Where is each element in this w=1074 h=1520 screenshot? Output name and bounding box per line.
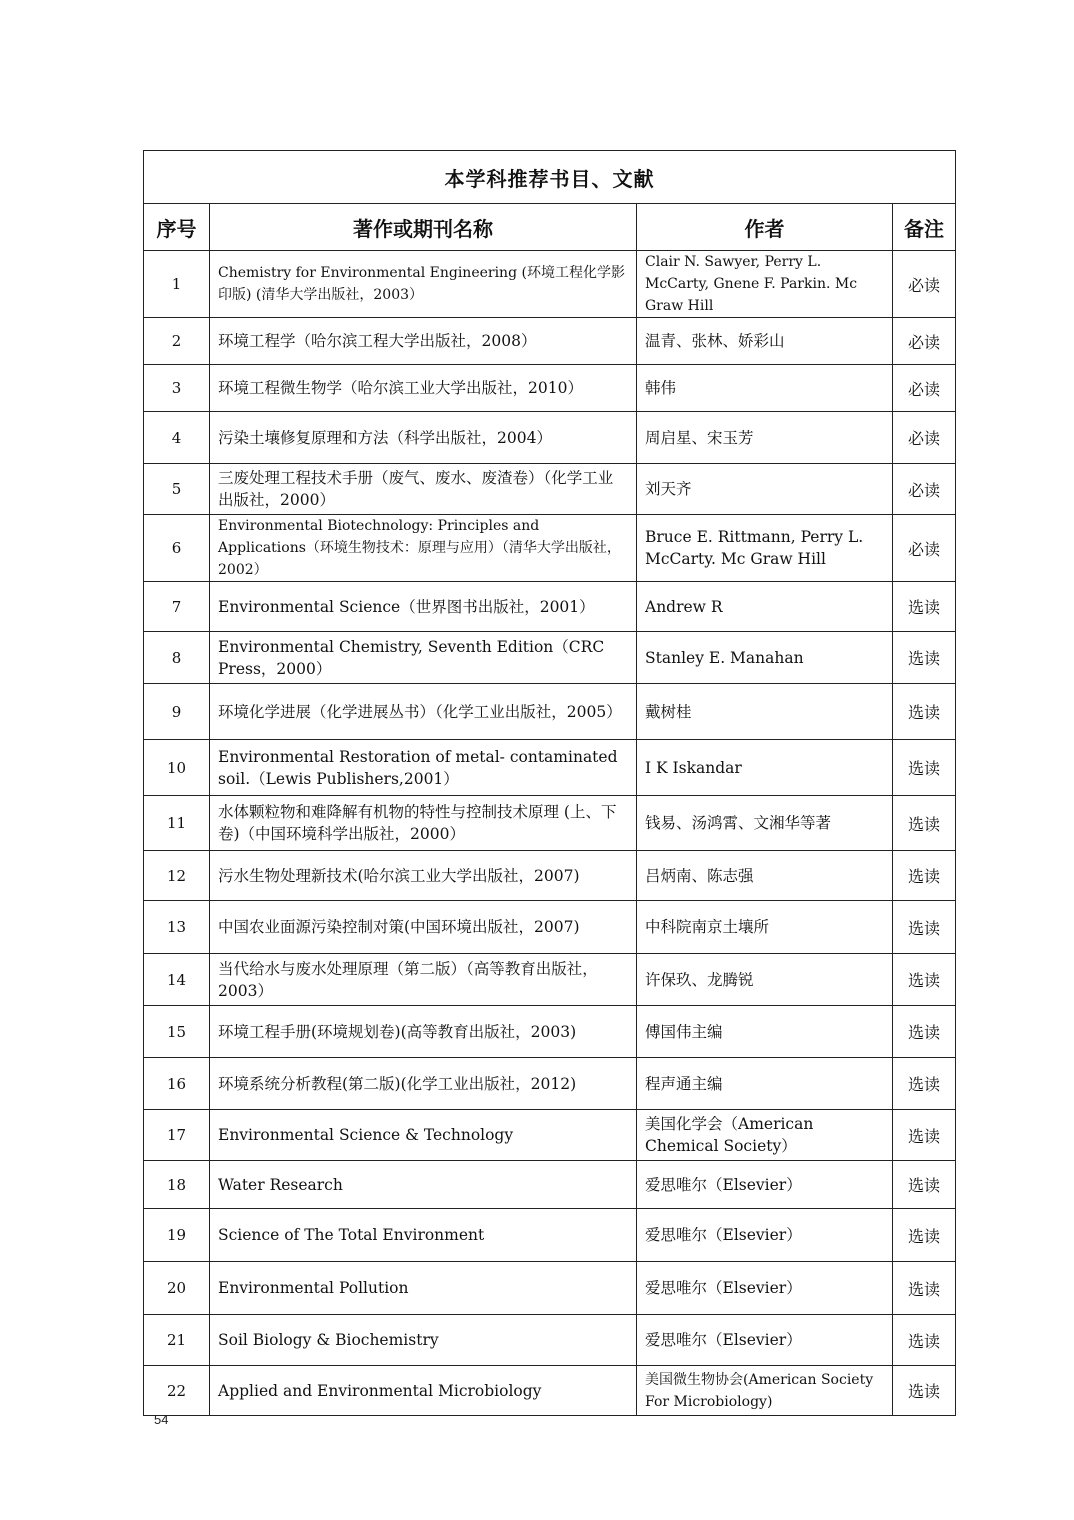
row-title: Soil Biology & Biochemistry: [210, 1315, 637, 1366]
row-title: 污染土壤修复原理和方法（科学出版社，2004）: [210, 412, 637, 464]
row-no: 22: [144, 1366, 210, 1416]
table-header-row: [144, 204, 956, 251]
row-no: 19: [144, 1209, 210, 1262]
row-author: 中科院南京土壤所: [637, 901, 893, 954]
row-note: 选读: [893, 954, 956, 1006]
row-note: 选读: [893, 1161, 956, 1209]
row-note: 必读: [893, 464, 956, 515]
table-row: [144, 1366, 956, 1416]
row-title: 中国农业面源污染控制对策(中国环境出版社，2007): [210, 901, 637, 954]
row-author: 傅国伟主编: [637, 1006, 893, 1058]
row-author: 刘天齐: [637, 464, 893, 515]
row-title: 当代给水与废水处理原理（第二版）（高等教育出版社，2003）: [210, 954, 637, 1006]
row-title: 环境工程微生物学（哈尔滨工业大学出版社，2010）: [210, 365, 637, 412]
row-note: 选读: [893, 740, 956, 796]
table-row: [144, 1315, 956, 1366]
row-author: Stanley E. Manahan: [637, 632, 893, 684]
row-note: 选读: [893, 582, 956, 632]
table-row: [144, 796, 956, 851]
row-author: 周启星、宋玉芳: [637, 412, 893, 464]
row-title: Environmental Science & Technology: [210, 1110, 637, 1161]
row-note: 选读: [893, 1006, 956, 1058]
table-row: [144, 251, 956, 318]
header-no: 序号: [144, 204, 210, 251]
row-author: 钱易、汤鸿霄、文湘华等著: [637, 796, 893, 851]
row-note: 选读: [893, 1315, 956, 1366]
row-no: 8: [144, 632, 210, 684]
row-note: 选读: [893, 851, 956, 901]
table-row: [144, 515, 956, 582]
row-title: 环境工程学（哈尔滨工程大学出版社，2008）: [210, 318, 637, 365]
table-row: [144, 1161, 956, 1209]
table-row: [144, 412, 956, 464]
row-title: Science of The Total Environment: [210, 1209, 637, 1262]
row-author: 爱思唯尔（Elsevier）: [637, 1262, 893, 1315]
row-author: Andrew R: [637, 582, 893, 632]
row-author: 美国微生物协会(American Society For Microbiology): [637, 1366, 893, 1416]
row-author: 爱思唯尔（Elsevier）: [637, 1315, 893, 1366]
table-row: [144, 365, 956, 412]
row-author: 吕炳南、陈志强: [637, 851, 893, 901]
row-title: 环境系统分析教程(第二版)(化学工业出版社，2012): [210, 1058, 637, 1110]
row-no: 13: [144, 901, 210, 954]
row-note: 选读: [893, 1058, 956, 1110]
header-note: 备注: [893, 204, 956, 251]
row-title: Applied and Environmental Microbiology: [210, 1366, 637, 1416]
row-note: 必读: [893, 251, 956, 318]
header-title: 著作或期刊名称: [210, 204, 637, 251]
table-row: [144, 464, 956, 515]
row-no: 9: [144, 684, 210, 740]
row-title: Environmental Science（世界图书出版社，2001）: [210, 582, 637, 632]
row-note: 必读: [893, 515, 956, 582]
row-note: 选读: [893, 684, 956, 740]
row-no: 18: [144, 1161, 210, 1209]
row-title: Environmental Chemistry, Seventh Edition（CRC Press，2000）: [210, 632, 637, 684]
row-no: 12: [144, 851, 210, 901]
row-title: Water Research: [210, 1161, 637, 1209]
row-note: 选读: [893, 1366, 956, 1416]
row-note: 必读: [893, 412, 956, 464]
row-no: 5: [144, 464, 210, 515]
table-row: [144, 1058, 956, 1110]
header-author: 作者: [637, 204, 893, 251]
row-title: 污水生物处理新技术(哈尔滨工业大学出版社，2007): [210, 851, 637, 901]
table-row: [144, 1209, 956, 1262]
row-author: 许保玖、龙腾锐: [637, 954, 893, 1006]
row-title: Environmental Pollution: [210, 1262, 637, 1315]
table-row: [144, 1006, 956, 1058]
table-title: 本学科推荐书目、文献: [144, 151, 956, 204]
table-row: [144, 901, 956, 954]
row-note: 选读: [893, 1209, 956, 1262]
table-row: [144, 851, 956, 901]
table-row: [144, 1262, 956, 1315]
row-title: 环境工程手册(环境规划卷)(高等教育出版社，2003): [210, 1006, 637, 1058]
row-no: 16: [144, 1058, 210, 1110]
row-note: 必读: [893, 318, 956, 365]
row-author: 戴树桂: [637, 684, 893, 740]
row-no: 1: [144, 251, 210, 318]
row-no: 3: [144, 365, 210, 412]
table-row: [144, 1110, 956, 1161]
row-author: 美国化学会（American Chemical Society）: [637, 1110, 893, 1161]
row-no: 6: [144, 515, 210, 582]
row-no: 4: [144, 412, 210, 464]
row-author: Bruce E. Rittmann, Perry L. McCarty. Mc Graw Hill: [637, 515, 893, 582]
recommended-books-table: [143, 150, 956, 1416]
row-no: 17: [144, 1110, 210, 1161]
row-no: 7: [144, 582, 210, 632]
row-no: 11: [144, 796, 210, 851]
row-author: 爱思唯尔（Elsevier）: [637, 1161, 893, 1209]
row-no: 10: [144, 740, 210, 796]
table-row: [144, 318, 956, 365]
table-row: [144, 954, 956, 1006]
row-note: 必读: [893, 365, 956, 412]
row-no: 2: [144, 318, 210, 365]
table-row: [144, 740, 956, 796]
row-title: Environmental Restoration of metal- contaminated soil.（Lewis Publishers,2001）: [210, 740, 637, 796]
row-no: 15: [144, 1006, 210, 1058]
row-note: 选读: [893, 796, 956, 851]
row-note: 选读: [893, 901, 956, 954]
row-author: 爱思唯尔（Elsevier）: [637, 1209, 893, 1262]
row-note: 选读: [893, 1110, 956, 1161]
row-title: Environmental Biotechnology: Principles and Applications（环境生物技术：原理与应用）（清华大学出版社，2002）: [210, 515, 637, 582]
row-note: 选读: [893, 1262, 956, 1315]
row-title: Chemistry for Environmental Engineering (环境工程化学影印版) (清华大学出版社，2003）: [210, 251, 637, 318]
row-author: 韩伟: [637, 365, 893, 412]
row-author: I K Iskandar: [637, 740, 893, 796]
row-author: 温青、张林、娇彩山: [637, 318, 893, 365]
table-row: [144, 632, 956, 684]
page-number: 54: [154, 1412, 169, 1427]
row-title: 水体颗粒物和难降解有机物的特性与控制技术原理 (上、下卷)（中国环境科学出版社，2000）: [210, 796, 637, 851]
table-row: [144, 582, 956, 632]
table-row: [144, 684, 956, 740]
row-title: 环境化学进展（化学进展丛书）（化学工业出版社，2005）: [210, 684, 637, 740]
row-no: 14: [144, 954, 210, 1006]
row-no: 21: [144, 1315, 210, 1366]
row-author: 程声通主编: [637, 1058, 893, 1110]
row-title: 三废处理工程技术手册（废气、废水、废渣卷）（化学工业出版社，2000）: [210, 464, 637, 515]
row-note: 选读: [893, 632, 956, 684]
row-no: 20: [144, 1262, 210, 1315]
table-title-row: [144, 151, 956, 204]
row-author: Clair N. Sawyer, Perry L. McCarty, Gnene F. Parkin. Mc Graw Hill: [637, 251, 893, 318]
